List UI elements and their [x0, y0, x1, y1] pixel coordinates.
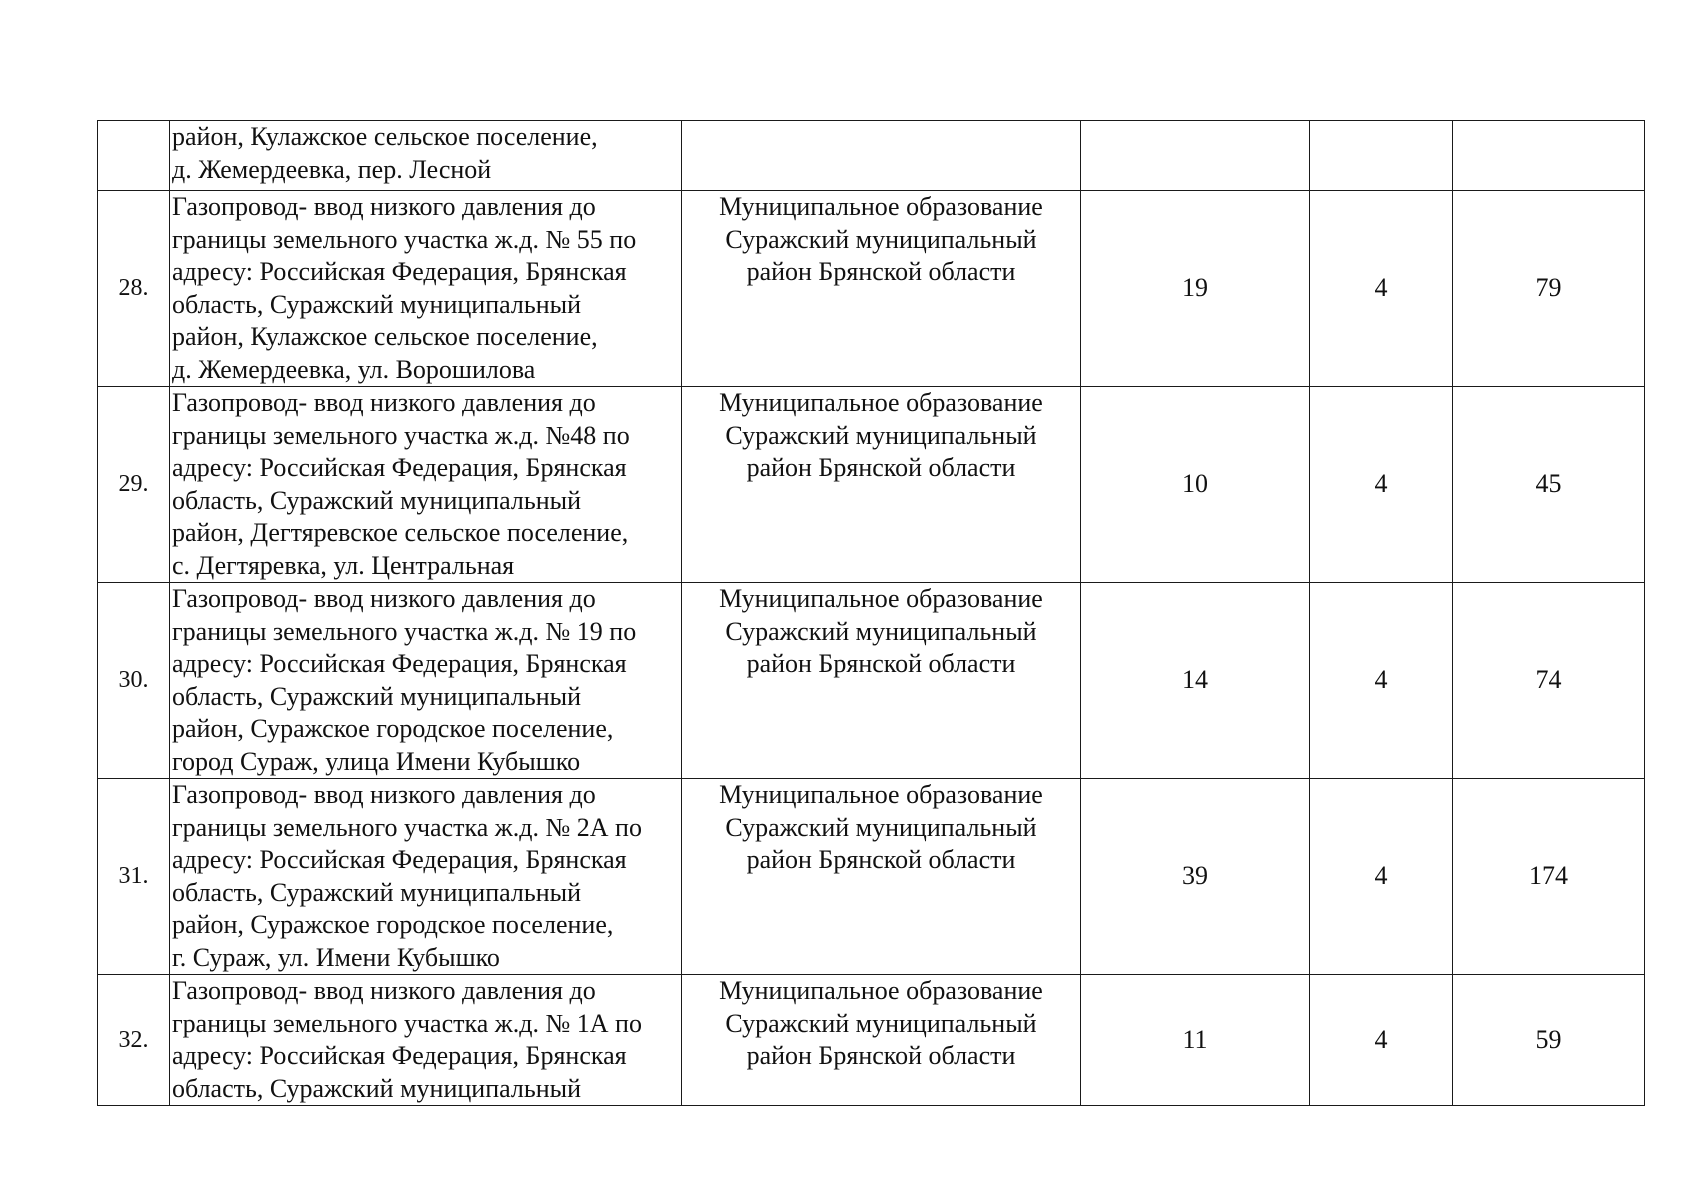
- row-number-cell: 30.: [98, 583, 170, 779]
- owner-name: Муниципальное образование Суражский муниципальный район Брянской области: [719, 976, 1043, 1070]
- table-row: [98, 191, 1645, 387]
- object-description-cell: [170, 191, 682, 387]
- object-description-cell: [170, 975, 682, 1106]
- value-cell-col5: [1310, 121, 1453, 191]
- owner-cell: [682, 779, 1081, 975]
- table-row: [98, 387, 1645, 583]
- value-cell-col6: 79: [1453, 191, 1645, 387]
- value-cell-col5: 4: [1310, 975, 1453, 1106]
- value-cell-col4: 11: [1081, 975, 1310, 1106]
- owner-cell: [682, 975, 1081, 1106]
- row-number-cell: 31.: [98, 779, 170, 975]
- value-cell-col6: [1453, 121, 1645, 191]
- row-number-cell: 28.: [98, 191, 170, 387]
- owner-cell: [682, 583, 1081, 779]
- value-cell-col4: 10: [1081, 387, 1310, 583]
- owner-cell: [682, 387, 1081, 583]
- value-cell-col4: [1081, 121, 1310, 191]
- value-cell-col5: 4: [1310, 191, 1453, 387]
- owner-name: Муниципальное образование Суражский муниципальный район Брянской области: [719, 388, 1043, 482]
- value-cell-col6: 174: [1453, 779, 1645, 975]
- value-cell-col5: 4: [1310, 583, 1453, 779]
- table-row: [98, 779, 1645, 975]
- owner-name: Муниципальное образование Суражский муниципальный район Брянской области: [719, 780, 1043, 874]
- value-cell-col4: 14: [1081, 583, 1310, 779]
- table-row: [98, 121, 1645, 191]
- row-number-cell: 32.: [98, 975, 170, 1106]
- owner-cell: [682, 121, 1081, 191]
- row-number-cell: [98, 121, 170, 191]
- value-cell-col5: 4: [1310, 387, 1453, 583]
- owner-cell: [682, 191, 1081, 387]
- object-description-cell: [170, 121, 682, 191]
- row-number-cell: 29.: [98, 387, 170, 583]
- object-description: Газопровод- ввод низкого давления до границы земельного участка ж.д. № 19 по адресу: Российская Федерация, Брянская область, Суражский муниципальный район, Суражское городское поселение, город Сураж, улица Имени Кубышко: [172, 584, 637, 776]
- value-cell-col4: 39: [1081, 779, 1310, 975]
- object-description-cell: [170, 583, 682, 779]
- table-row: [98, 975, 1645, 1106]
- value-cell-col6: 74: [1453, 583, 1645, 779]
- object-description-cell: [170, 779, 682, 975]
- object-description: Газопровод- ввод низкого давления до границы земельного участка ж.д. № 2А по адресу: Российская Федерация, Брянская область, Суражский муниципальный район, Суражское городское поселение, г. Сураж, ул. Имени Кубышко: [172, 780, 642, 972]
- value-cell-col4: 19: [1081, 191, 1310, 387]
- object-description: Газопровод- ввод низкого давления до границы земельного участка ж.д. №48 по адресу: Российская Федерация, Брянская область, Суражский муниципальный район, Дегтяревское сельское поселение, с. Дегтяревка, ул. Центральная: [172, 388, 630, 580]
- value-cell-col5: 4: [1310, 779, 1453, 975]
- registry-table: [97, 120, 1645, 1106]
- object-description: Газопровод- ввод низкого давления до границы земельного участка ж.д. № 1А по адресу: Российская Федерация, Брянская область, Суражский муниципальный: [172, 976, 642, 1103]
- owner-name: Муниципальное образование Суражский муниципальный район Брянской области: [719, 584, 1043, 678]
- object-description-cell: [170, 387, 682, 583]
- value-cell-col6: 45: [1453, 387, 1645, 583]
- value-cell-col6: 59: [1453, 975, 1645, 1106]
- object-description: Газопровод- ввод низкого давления до границы земельного участка ж.д. № 55 по адресу: Российская Федерация, Брянская область, Суражский муниципальный район, Кулажское сельское поселение, д. Жемердеевка, ул. Ворошилова: [172, 192, 637, 384]
- owner-name: Муниципальное образование Суражский муниципальный район Брянской области: [719, 192, 1043, 286]
- object-description: район, Кулажское сельское поселение, д. Жемердеевка, пер. Лесной: [172, 122, 598, 184]
- table-row: [98, 583, 1645, 779]
